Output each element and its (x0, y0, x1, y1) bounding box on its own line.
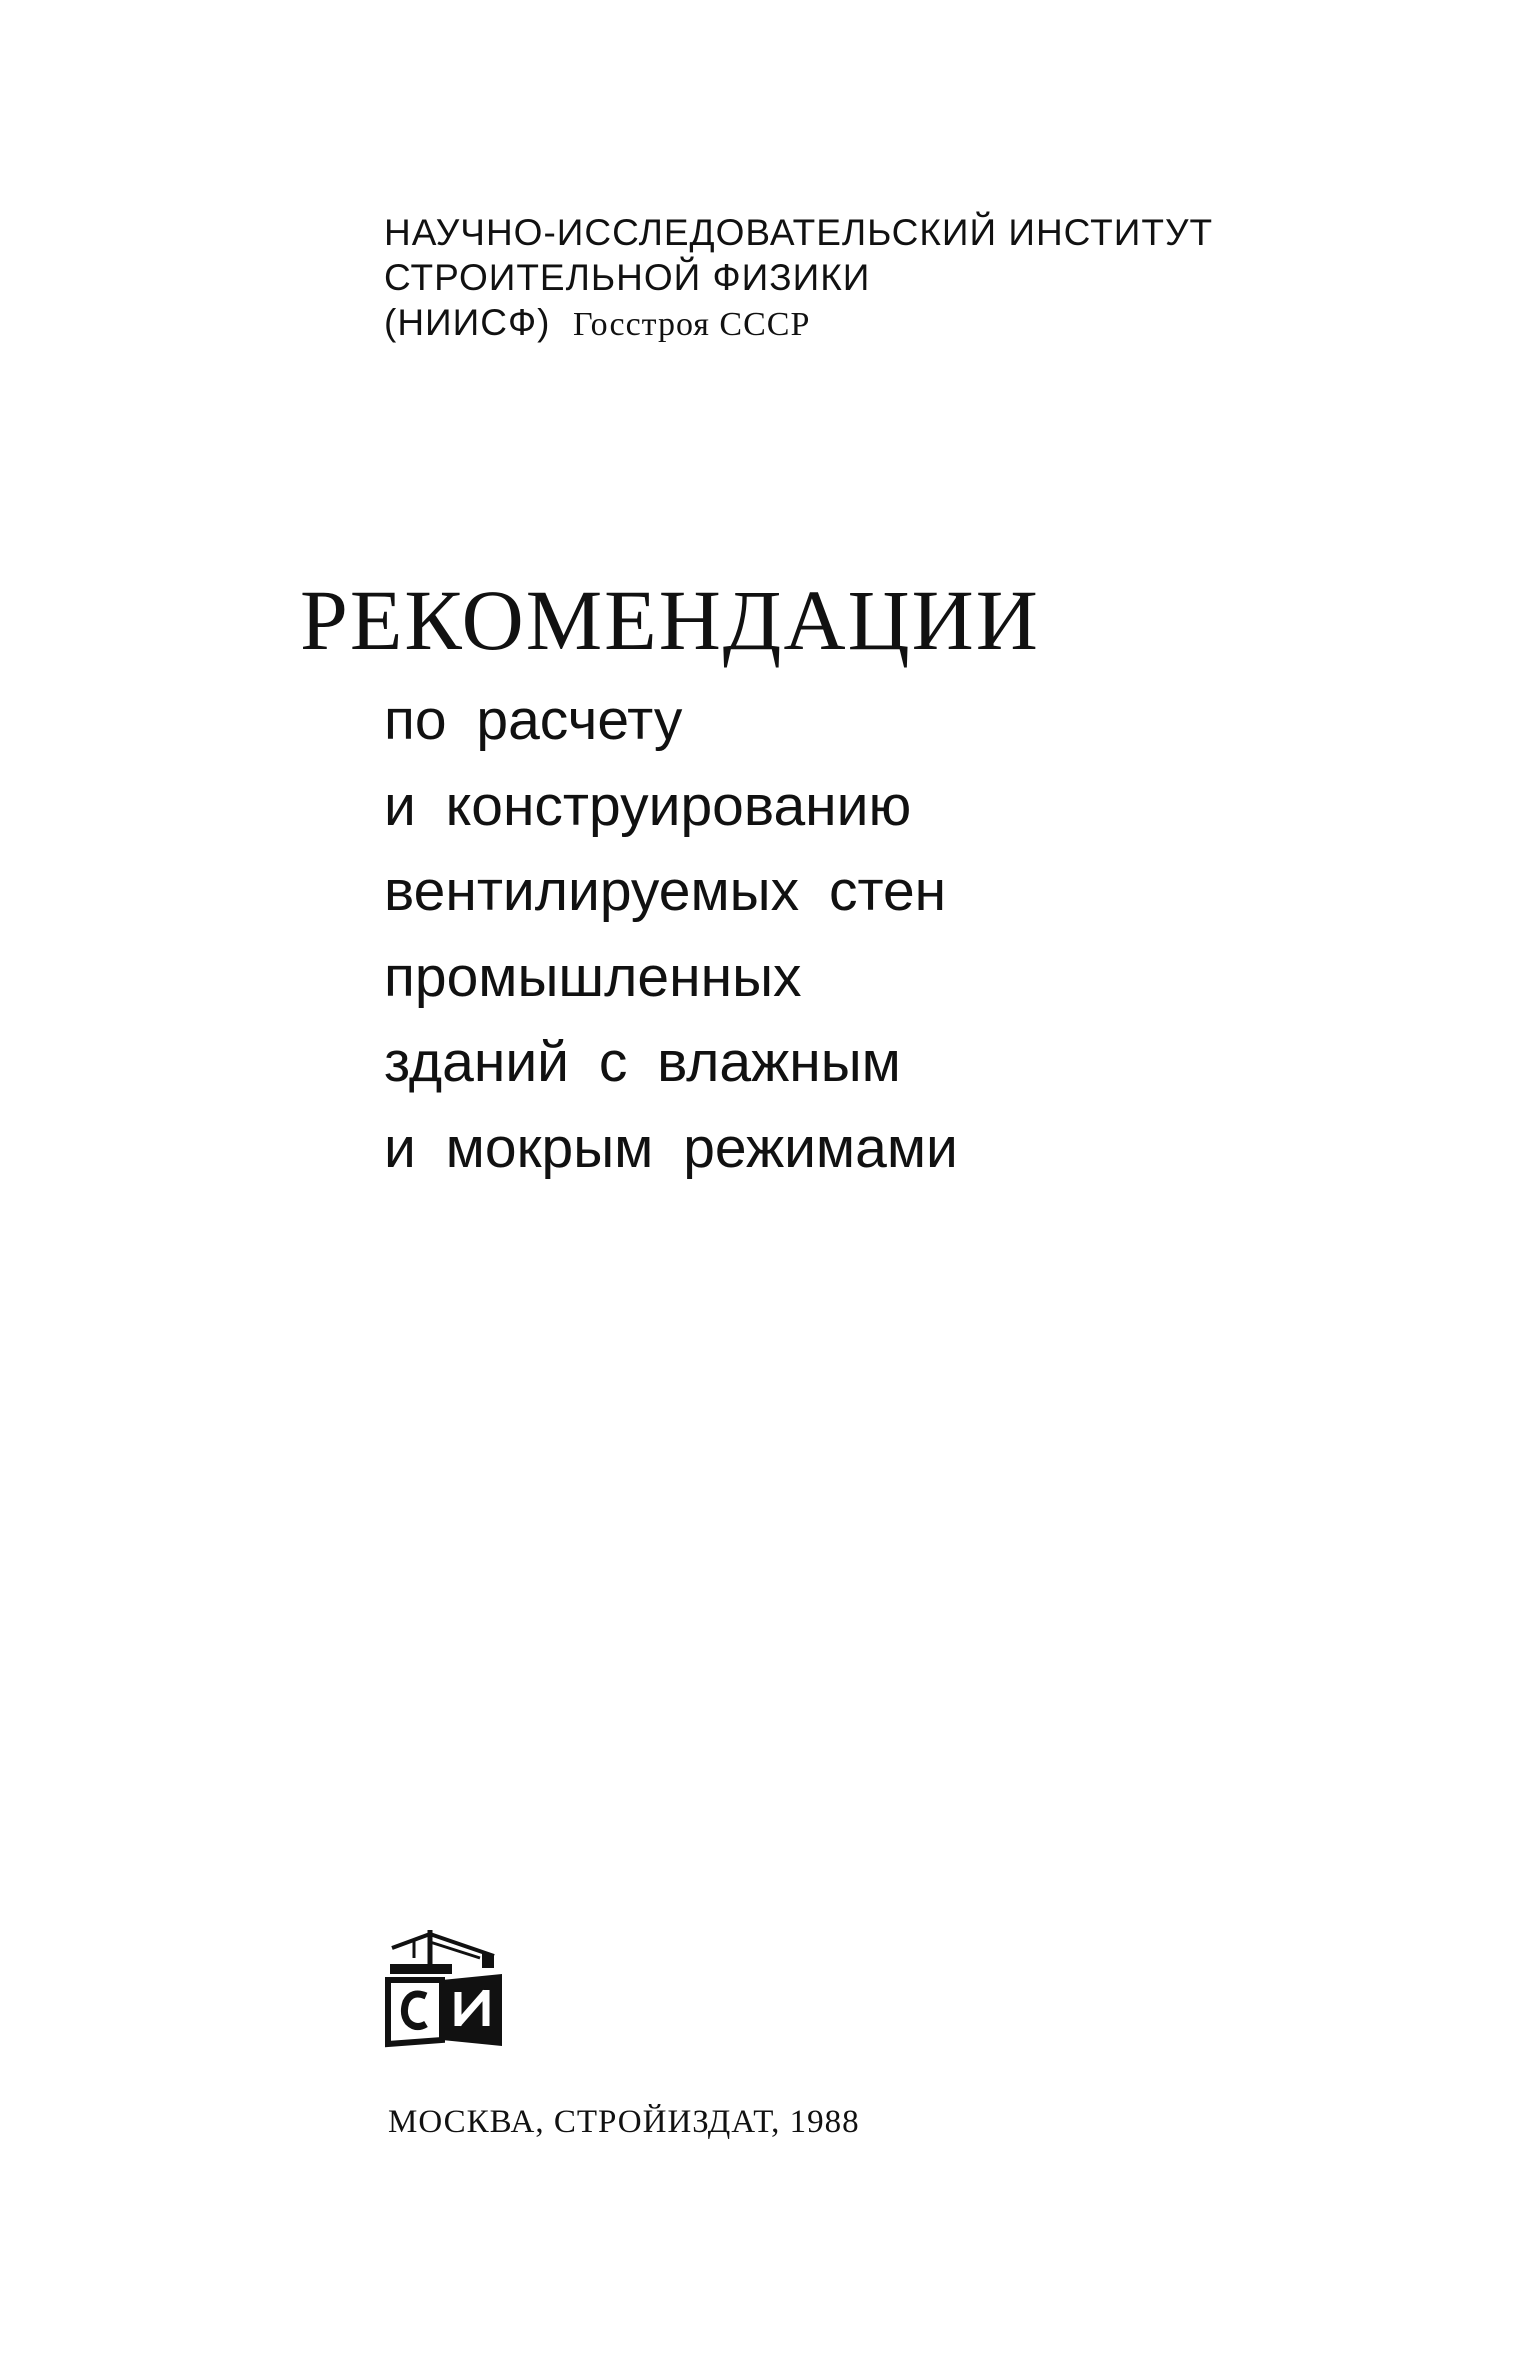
subtitle-line: зданий с влажным (384, 1030, 901, 1094)
stroyizdat-logo-icon (384, 1928, 508, 2052)
subtitle-line: по расчету (384, 688, 683, 752)
subtitle-line: и конструированию (384, 773, 912, 838)
institute-abbreviation: (НИИСФ) (384, 302, 551, 343)
institute-name-line-2: СТРОИТЕЛЬНОЙ ФИЗИКИ (384, 257, 871, 298)
institute-affiliation: Госстроя СССР (572, 306, 811, 343)
institute-name-line-1: НАУЧНО-ИССЛЕДОВАТЕЛЬСКИЙ ИНСТИТУТ (384, 212, 1214, 253)
subtitle-line: промышленных (384, 944, 802, 1009)
institute-name-line-3 (384, 300, 1213, 347)
subtitle-line: и мокрым режимами (384, 1115, 958, 1180)
subtitle-line: вентилируемых стен (384, 859, 947, 923)
institute-header (384, 210, 1213, 347)
document-subtitle (384, 678, 958, 1191)
document-title: РЕКОМЕНДАЦИИ (300, 572, 1040, 668)
publisher-imprint: МОСКВА, СТРОЙИЗДАТ, 1988 (388, 2104, 860, 2140)
